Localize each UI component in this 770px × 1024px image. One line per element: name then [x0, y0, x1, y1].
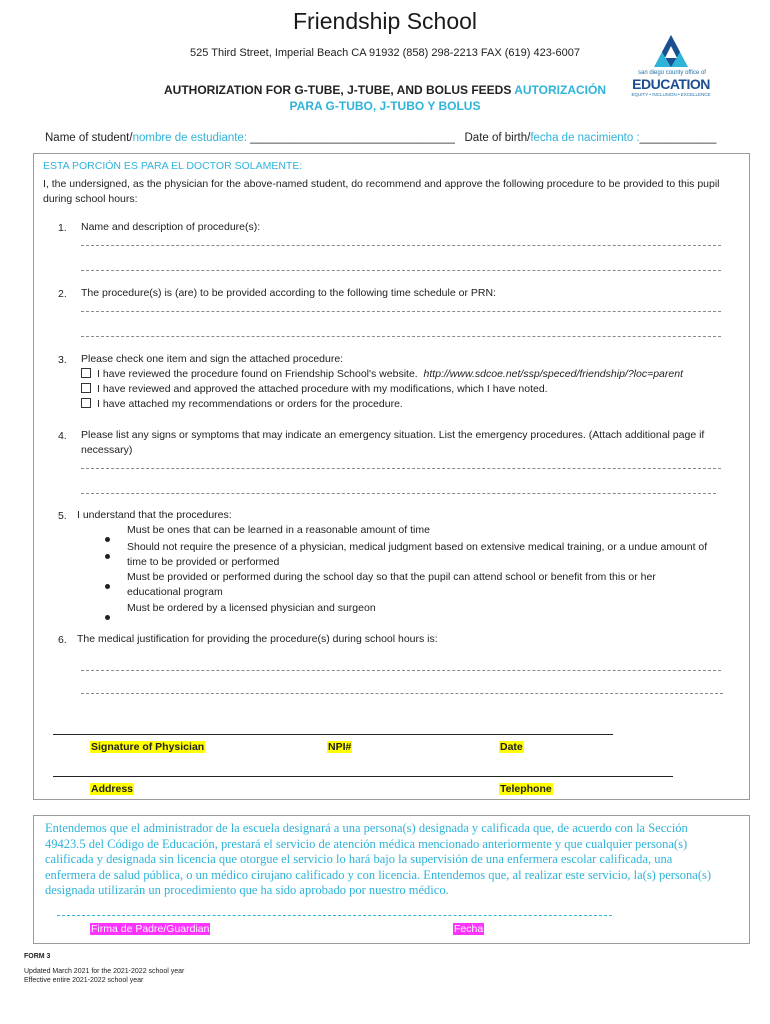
item-2-number: 2.: [58, 288, 67, 300]
item-1-number: 1.: [58, 222, 67, 234]
npi-label: NPI#: [328, 741, 352, 753]
item-2-line-2[interactable]: [81, 336, 721, 337]
checkbox-1-label: I have reviewed the procedure found on Friendship School's website.: [97, 368, 418, 380]
student-info-row: [45, 132, 716, 144]
address-label: Address: [91, 783, 134, 795]
heading-english: AUTHORIZATION FOR G-TUBE, J-TUBE, AND BOLUS FEEDS: [164, 83, 512, 97]
procedure-url-link[interactable]: http://www.sdcoe.net/ssp/speced/friendship/?loc=parent: [423, 368, 683, 380]
student-name-label: Name of student/: [45, 132, 133, 144]
student-name-field[interactable]: ________________________________: [250, 132, 455, 144]
item-2-line-1[interactable]: [81, 311, 721, 312]
item-6-text: The medical justification for providing the procedure(s) during school hours is:: [77, 633, 438, 645]
checkbox-3[interactable]: [81, 398, 91, 408]
school-address: 525 Third Street, Imperial Beach CA 91932 (858) 298-2213 FAX (619) 423-6007: [190, 47, 580, 59]
physician-signature-line[interactable]: [53, 734, 613, 735]
item-4-text: Please list any signs or symptoms that may indicate an emergency situation. List the emergency procedures. (Attach additional page if necessary): [81, 429, 705, 456]
school-name: Friendship School: [292, 8, 478, 34]
form-number: FORM 3: [24, 953, 51, 960]
checkbox-2-label: I have reviewed and approved the attached procedure with my modifications, which I have noted.: [97, 383, 548, 395]
item-1-line-2[interactable]: [81, 270, 721, 271]
checkbox-option-1[interactable]: [81, 367, 683, 382]
bullet-icon: [105, 529, 110, 547]
doctor-only-note: ESTA PORCIÓN ES PARA EL DOCTOR SOLAMENTE:: [43, 160, 303, 172]
item-6-line-2[interactable]: [81, 693, 723, 694]
form-heading: [0, 82, 770, 114]
dob-label: Date of birth/: [464, 132, 531, 144]
date-label: Date: [500, 741, 523, 753]
effective-note: Effective entire 2021-2022 school year: [24, 977, 144, 984]
heading-spanish-2: PARA G-TUBO, J-TUBO Y BOLUS: [289, 99, 481, 113]
requirement-3: Must be provided or performed during the school day so that the pupil can attend school or benefit from this or her educational program: [127, 571, 656, 598]
item-3-text: Please check one item and sign the attached procedure:: [81, 353, 344, 365]
checkbox-2[interactable]: [81, 383, 91, 393]
student-name-label-es: nombre de estudiante:: [132, 132, 248, 144]
parent-date-label: Fecha: [454, 923, 484, 935]
item-6-number: 6.: [58, 634, 67, 646]
heading-spanish-1: AUTORIZACIÓN: [514, 83, 606, 97]
item-5-number: 5.: [58, 510, 67, 522]
logo-tagline: EQUITY • INCLUSION • EXCELLENCE: [631, 92, 711, 97]
address-phone-line[interactable]: [53, 776, 673, 777]
item-6-line-1[interactable]: [81, 670, 721, 671]
requirement-4: Must be ordered by a licensed physician and surgeon: [127, 602, 376, 614]
requirement-2: Should not require the presence of a physician, medical judgment based on extensive medical training, or a undue amount of time to be provided or performed: [127, 541, 708, 568]
item-5-text: I understand that the procedures:: [77, 509, 232, 521]
logo-main-text: EDUCATION: [632, 76, 710, 92]
bullet-icon: [105, 546, 110, 564]
parent-signature-line[interactable]: [57, 915, 612, 916]
item-4-line-1[interactable]: [81, 468, 721, 469]
spanish-statement: Entendemos que el administrador de la escuela designará a una persona(s) designada y calificada que, de acuerdo con la Sección 49423.5 del Código de Educación, prestará el servicio de atención médica mencionado anteriormente y que cualquier persona(s) calificada y designada sin licencia que otorgue el servicio lo hará bajo la supervisión de una enfermera escolar calificada, una enfermera de salud pública, o un médico cirujano calificado y con licencia. Entendemos que, al realizar este servicio, la(s) persona(s) designada utilizarán un procedimiento que ha sido aprobado por nuestro médico.: [45, 821, 712, 897]
updated-note: Updated March 2021 for the 2021-2022 school year: [24, 968, 185, 975]
bullet-icon: [105, 576, 110, 594]
checkbox-option-3[interactable]: [81, 397, 403, 412]
triangle-logo-icon: [628, 34, 714, 70]
dob-field[interactable]: ____________: [639, 132, 717, 144]
bullet-icon: [105, 607, 110, 625]
logo-small-text: san diego county office of: [638, 70, 706, 76]
checkbox-option-2[interactable]: [81, 382, 548, 397]
physician-section: [33, 153, 750, 800]
requirement-1: Must be ones that can be learned in a reasonable amount of time: [127, 524, 430, 536]
dob-label-es: fecha de nacimiento :: [530, 132, 640, 144]
telephone-label: Telephone: [500, 783, 552, 795]
item-4-line-2[interactable]: [81, 493, 716, 494]
item-2-text: The procedure(s) is (are) to be provided according to the following time schedule or PRN:: [81, 287, 496, 299]
item-3-number: 3.: [58, 354, 67, 366]
item-1-text: Name and description of procedure(s):: [81, 221, 261, 233]
checkbox-3-label: I have attached my recommendations or orders for the procedure.: [97, 398, 403, 410]
checkbox-1[interactable]: [81, 368, 91, 378]
physician-intro: I, the undersigned, as the physician for the above-named student, do recommend and approve the following procedure to be provided to this pupil during school hours:: [43, 178, 720, 205]
item-4-number: 4.: [58, 430, 67, 442]
parent-signature-label: Firma de Padre/Guardian: [91, 923, 210, 935]
physician-signature-label: Signature of Physician: [91, 741, 205, 753]
item-1-line-1[interactable]: [81, 245, 721, 246]
